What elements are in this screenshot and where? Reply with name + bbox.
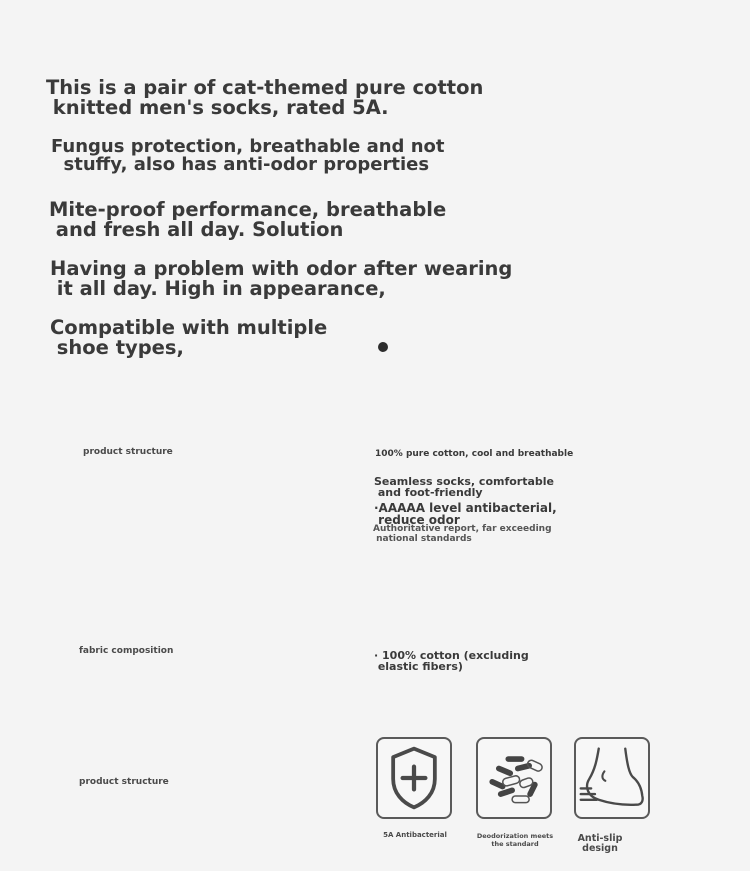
headline-block [49,200,446,240]
feature-card-anti-slip [574,737,650,819]
foot-icon [576,739,648,817]
feature-card-antibacterial [376,737,452,819]
feature-caption-deodorization: Deodorization meets the standard [476,832,554,848]
structure-point-3: ·AAAAA level antibacterial, reduce odor [374,501,557,527]
feature-card-deodorization [476,737,552,819]
product-structure-label: product structure [83,447,173,457]
headline-block [50,259,512,299]
headline-3: Mite-proof performance, breathable and fresh all day. Solution [49,198,447,241]
feature-caption-anti-slip: Anti-slip design [577,833,623,854]
product-structure-label-2: product structure [79,777,169,787]
structure-point-2: Seamless socks, comfortable and foot-friendly [374,475,555,499]
headline-1: This is a pair of cat-themed pure cotton knitted men's socks, rated 5A. [46,76,484,119]
headline-block [50,318,327,358]
shield-plus-icon [378,739,450,817]
headline-2: Fungus protection, breathable and not stuffy, also has anti-odor properties [51,136,445,175]
structure-point-4: Authoritative report, far exceeding national standards [373,524,552,544]
feature-caption-antibacterial: 5A Antibacterial [383,831,447,839]
structure-point-1: 100% pure cotton, cool and breathable [375,449,574,459]
headline-4: Having a problem with odor after wearing it all day. High in appearance, [50,257,513,300]
headline-block [51,138,445,174]
fabric-composition-label: fabric composition [79,646,174,656]
decorative-dot [378,342,388,352]
fabric-composition-value: · 100% cotton (excluding elastic fibers) [374,649,529,673]
bacteria-icon [478,739,550,817]
headline-5: Compatible with multiple shoe types, [50,316,328,359]
headline-block [46,78,483,118]
